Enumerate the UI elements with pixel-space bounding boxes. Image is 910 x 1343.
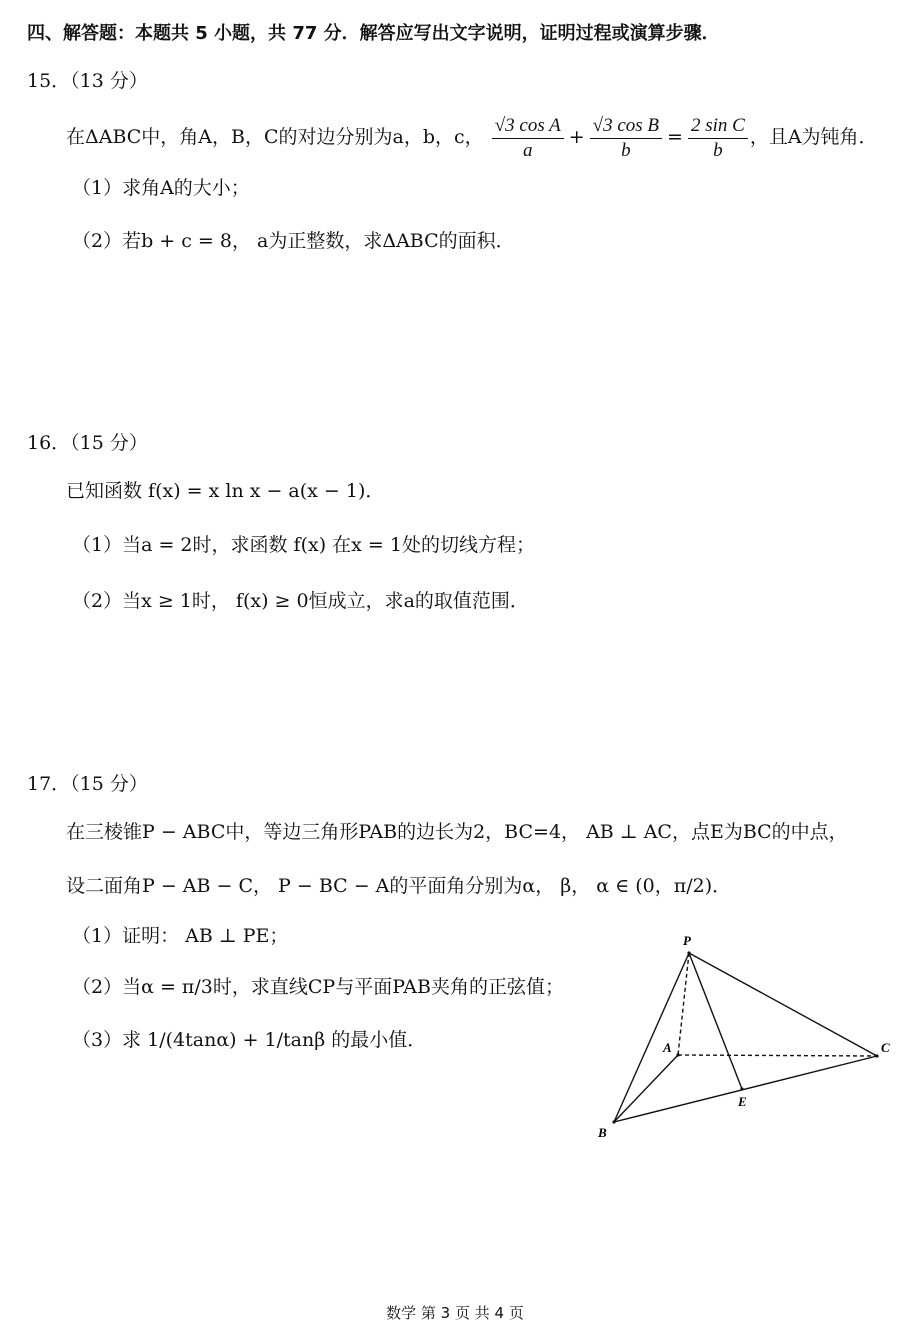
q15-part-1: （1）求角A的大小； <box>72 177 250 199</box>
section-heading: 四、解答题：本题共 5 小题，共 77 分．解答应写出文字说明，证明过程或演算步骤． <box>27 23 720 44</box>
q17-part-2: （2）当α = π/3时，求直线CP与平面PAB夹角的正弦值； <box>72 976 564 998</box>
q16-stem: 已知函数 f(x) = x ln x − a(x − 1)． <box>66 480 385 502</box>
q16-part-1: （1）当a = 2时，求函数 f(x) 在x = 1处的切线方程； <box>72 534 535 556</box>
q15-fraction-2: $\frac{\text{√3 cos B}}{b}$ <box>590 115 662 162</box>
label-A: A <box>663 1040 672 1055</box>
label-E: E <box>738 1094 747 1109</box>
label-P: P <box>683 933 691 948</box>
q17-stem-1: 在三棱锥P − ABC中，等边三角形PAB的边长为2，BC=4， AB ⊥ AC，点E为BC的中点， <box>66 821 848 843</box>
q17-part-3: （3）求 1/(4tanα) + 1/tanβ 的最小值． <box>72 1029 427 1051</box>
label-B: B <box>598 1125 607 1140</box>
tetrahedron-figure <box>590 925 900 1145</box>
q17-stem-2: 设二面角P − AB − C， P − BC − A的平面角分别为α， β， α ∈ (0，π/2)． <box>66 875 732 897</box>
q15-stem-b: ，且A为钝角． <box>749 126 878 148</box>
q16-header: 16．（15 分） <box>27 432 148 454</box>
q15-fraction-3: $\frac{\text{2 sin C}}{b}$ <box>688 115 748 162</box>
page-footer: 数学 第 3 页 共 4 页 <box>386 1304 524 1322</box>
q16-part-2: （2）当x ≥ 1时， f(x) ≥ 0恒成立，求a的取值范围． <box>72 590 529 612</box>
label-C: C <box>881 1040 890 1055</box>
q15-stem-a: 在ΔABC中，角A，B，C的对边分别为a，b，c， <box>66 126 484 148</box>
q15-part-2: （2）若b + c = 8， a为正整数，求ΔABC的面积． <box>72 230 515 252</box>
q15-stem: 在ΔABC中，角A，B，C的对边分别为a，b，c， $\frac{\text{√3 cos A}}{a}$ + $\frac{\text{√3 cos B}}{b}$ = $\frac{\text{2 sin C}}{b}$ ，且A为钝角． <box>66 114 878 161</box>
q15-header: 15．（13 分） <box>27 70 148 92</box>
q17-header: 17．（15 分） <box>27 773 148 795</box>
q15-fraction-1: $\frac{\text{√3 cos A}}{a}$ <box>492 115 564 162</box>
q17-part-1: （1）证明： AB ⊥ PE； <box>72 925 289 947</box>
